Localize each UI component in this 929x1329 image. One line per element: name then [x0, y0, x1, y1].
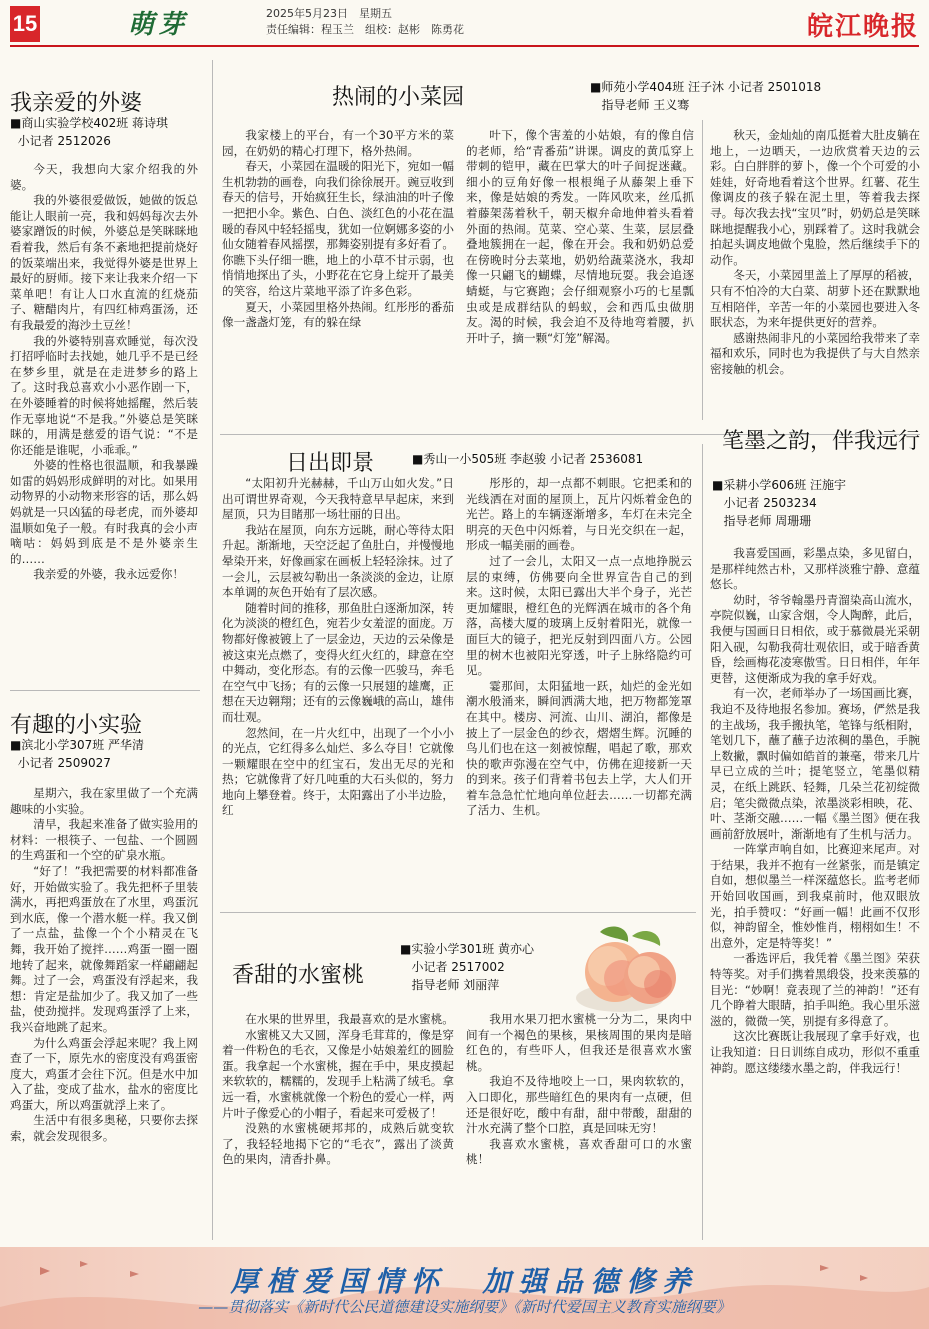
- article-body-col2: [466, 1012, 692, 1240]
- paragraph: 我迫不及待地咬上一口，果肉软软的，入口即化，那些暗红色的果肉有一点硬，但还是很好吃，酸中有甜，甜中带酸，甜甜的汁水充满了整个口腔，真是回味无穷！: [466, 1074, 692, 1136]
- paragraph: 我家楼上的平台，有一个30平方米的菜园，在奶奶的精心打理下，格外热闹。: [222, 128, 454, 158]
- paragraph: “好了！”我把需要的材料都准备好，开始做实验了。我先把杯子里装满水，再把鸡蛋放在了水里，鸡蛋沉到水底，像一个潜水艇一样。我又倒了一点盐，盐像一个个小精灵在飞舞，我开始了搅拌……鸡蛋一圈一圈地转了起来，就像舞蹈家一样翩翩起舞。过了一会，鸡蛋没有浮起来，我想：肯定是盐加少了。我又加了一些盐，使劲搅拌。发现鸡蛋浮了上来，我兴奋地跳了起来。: [10, 863, 198, 1034]
- banner-title: 厚植爱国情怀 加强品德修养: [230, 1265, 699, 1298]
- peach-illustration: [570, 920, 688, 1020]
- article-title: 热闹的小菜园: [332, 85, 465, 110]
- article-body-col3: [710, 128, 920, 428]
- article-body-col2: [466, 128, 694, 428]
- paragraph: 为什么鸡蛋会浮起来呢？我上网查了一下，原先水的密度没有鸡蛋密度大，鸡蛋才会往下沉。但是水中加入了盐，变成了盐水，盐水的密度比鸡蛋大，所以鸡蛋就浮上来了。: [10, 1035, 198, 1112]
- banner-subtitle: ——贯彻落实《新时代公民道德建设实施纲要》《新时代爱国主义教育实施纲要》: [198, 1298, 731, 1316]
- paragraph: 我用水果刀把水蜜桃一分为二，果肉中间有一个褐色的果核，果核周围的果肉是暗红色的，有些吓人，但我还是很喜欢水蜜桃。: [466, 1012, 692, 1073]
- header-divider: [10, 45, 919, 47]
- article-body-col1: [222, 1012, 454, 1240]
- paragraph: 霎那间，太阳猛地一跃，灿烂的金光如潮水般涌来，瞬间洒满大地，把万物都笼罩在其中。楼房、河流、山川、湖泊，都像是披上了一层金色的纱衣，熠熠生辉。沉睡的鸟儿们也在这一刻被惊醒，唱起了歌，那欢快的歌声弥漫在空气中，仿佛在迎接新一天的到来。孩子们背着书包去上学，大人们开着车急急忙忙地向单位赶去……一切都充满了活力、生机。: [466, 678, 692, 818]
- paragraph: 幼时，爷爷翰墨丹青溜染高山流水，亭院似巍，山家含烟，令人陶醉，此后，我便与国画日日相依，或于慕微晨光采朝阳入砚，勾勒我荷壮观依旧，或于暗香黄昏，绘画梅花凌寒傲雪。日日相伴，年年更替，这便渐成为我的拿手好戏。: [710, 592, 920, 685]
- paragraph: 清早，我起来准备了做实验用的材料：一根筷子、一包盐、一个圆圆的生鸡蛋和一个空的矿泉水瓶。: [10, 817, 198, 863]
- column-logo: 萌芽: [128, 10, 189, 40]
- article-body: [10, 786, 198, 1238]
- paragraph: 这次比赛既让我展现了拿手好戏，也让我知道：日日训练自成功，形似不重重神韵。愿这缕缕水墨之韵，伴我远行！: [710, 1029, 920, 1075]
- divider: [10, 690, 200, 691]
- paragraph: 水蜜桃又大又圆，浑身毛茸茸的，像是穿着一件粉色的毛衣，又像是小姑娘羞红的圆脸蛋。我拿起一个水蜜桃，握在手中，果皮摸起来软软的，糯糯的，发现手上粘满了绒毛。拿远一看，水蜜桃就像一个粉色的爱心一样，两片叶子像爱心的小帽子，看起来可爱极了！: [222, 1027, 454, 1120]
- header-info: [266, 6, 464, 38]
- paragraph: 冬天，小菜园里盖上了厚厚的稻被，只有不怕冷的大白菜、胡萝卜还在默默地互相陪伴，辛苦一年的小菜园也要进入冬眠状态，为来年提供更好的营养。: [710, 268, 920, 330]
- article-byline: ■滨北小学307班 严华清 小记者 2509027: [10, 738, 145, 770]
- paragraph: 我亲爱的外婆，我永远爱你！: [33, 567, 184, 582]
- paragraph: 随着时间的推移，那鱼肚白逐渐加深，转化为淡淡的橙红色，宛若少女羞涩的面庞。万物都好像被镀上了一层金边，天边的云朵像是被这束光点燃了，变得火红火红的，肆意在空中舞动，变化形态。有的云像一匹骏马，奔毛在空气中飞扬；有的云像一只展翅的雄鹰，正想在天边翱翔；还有的云像巍峨的高山，雄伟而壮观。: [222, 600, 454, 724]
- paragraph: 我的外婆很爱做饭，她做的饭总能让人眼前一亮，我和妈妈每次去外婆家蹭饭的时候，外婆总是笑眯眯地看着我，然后有条不紊地把提前烧好的饭菜端出来，我觉得外婆是世界上最好的厨师。接下来让我来介绍一下菜单吧！有让人口水直流的红烧茄子、糖醋肉片，有四红柿鸡蛋汤，还有我最爱的海沙土豆丝！: [10, 193, 198, 332]
- article-byline: ■采耕小学606班 汪施宇 小记者 2503234 指导老师 周珊珊: [712, 478, 847, 528]
- paragraph: 夏天，小菜园里格外热闹。红彤彤的番茄像一盏盏灯笼，有的躲在绿: [222, 299, 454, 330]
- paragraph: 叶下，像个害羞的小姑娘，有的像自信的老师，给“青番茄”讲课。调皮的黄瓜穿上带刺的铠甲，藏在巴掌大的叶子间捉迷藏。细小的豆角好像一根根绳子从藤架上垂下来，像是姑娘的秀发。一阵风吹来，丝瓜抓着藤架荡着秋千，朝天椒弁命地伸着头看着外面的热闹。苋菜、空心菜、生菜，层层叠叠地簇拥在一起，像在开会。我和奶奶总爱在傍晚时分去菜地，奶奶给蔬菜浇水，我却像一只翩飞的蝴蝶，尽情地玩耍。我会追逐蜻蜓，与它赛跑；会仔细观察小巧的七星瓢虫或是成群结队的蚂蚁，会和西瓜虫做朋友。渴的时候，我会迫不及待地弯着腰，扒开叶子，摘一颗“灯笼”解渴。: [466, 128, 694, 345]
- paragraph: 生活中有很多奥秘，只要你去探索，就会发现很多。: [10, 1113, 198, 1144]
- paragraph: 我的外婆特别喜欢睡觉，每次没打招呼临时去找她，她几乎不是已经在梦乡里，就是在走进梦乡的路上了。这时我总喜欢小小恶作剧一下，在外婆睡着的时候将她摇醒，然后装作无辜地说“不是我。”外婆总是笑眯眯的，用满是慈爱的语气说：“不是你还能是谁呢，小乖乖。”: [10, 333, 198, 457]
- paragraph: 一番选评后，我凭着《墨兰图》荣获特等奖。对手们携着黑缎袋，投来羡慕的目光：“妙啊！竟表现了兰的神韵！”还有几个睁着大眼睛，拍手叫绝。我心里乐滋滋的，微微一笑，别提有多得意了。: [710, 951, 920, 1028]
- page-number: 15: [10, 6, 40, 42]
- column-divider: [702, 120, 703, 420]
- paragraph: 有一次，老师举办了一场国画比赛，我迫不及待地报名参加。赛场，俨然是我的主战场，我手搬执笔，笔锋与纸相附，笔划几下，蘸了蘸子边浓稠的墨色，手腕上数撇，飘时偏如皓首的兼毫，带来几片早已立成的兰叶；提笔竖立，笔墨似精灵，在纸上跳跃、轻舞，几朵兰花初绽微启；笔尖微微点染，浓墨淡彩相映，花、叶、茎渐交融……一幅《墨兰图》便在我画前舒放展叶，渐渐地有了生机与活力。: [710, 686, 920, 841]
- paragraph: 我站在屋顶，向东方远眺，耐心等待太阳升起。渐渐地，天空泛起了鱼肚白，并慢慢地晕染开来，好像画家在画板上轻轻涂抹。过了一会儿，云层被勾勒出一条淡淡的金边，让原本单调的灰色开始有了层次感。: [222, 522, 454, 600]
- column-divider: [212, 60, 213, 1240]
- article-title: 我亲爱的外婆: [10, 91, 143, 116]
- column-divider: [702, 444, 703, 1240]
- editors-line: 责任编辑：程玉兰 组校：赵彬 陈勇花: [266, 23, 464, 36]
- paragraph: 春天，小菜园在温暖的阳光下，宛如一幅生机勃勃的画卷，向我们徐徐展开。豌豆收到春天的信号，开始疯狂生长，绿油油的叶子像一把把小伞。紫色、白色、淡红色的小花在温暖的春风中轻轻摇曳，犹如一位婀娜多姿的小仙女随着春风摇摆，那舞姿别提有多好看了。你瞧下头仔细一瞧，地上的小草不甘示弱，也悄悄地探出了头，小野花在它身上绽开了最美的笑容，给这片菜地平添了许多色彩。: [222, 159, 454, 298]
- article-title: 香甜的水蜜桃: [232, 963, 365, 988]
- paragraph: 今天，我想向大家介绍我的外婆。: [10, 162, 198, 192]
- newspaper-name: 皖江晚报: [806, 12, 919, 42]
- paragraph: 过了一会儿，太阳又一点一点地挣脱云层的束缚，仿佛要向全世界宣告自己的到来。这时候，太阳已露出大半个身子，光芒更加耀眼，橙红色的光辉洒在城市的各个角落，高楼大厦的玻璃上反射着阳光，就像一面巨大的镜子，把光反射到四面八方。公园里的树木也被阳光穿透，叶子上脉络隐约可见。: [466, 553, 692, 678]
- article-body-col1: [222, 476, 454, 902]
- divider: [220, 912, 696, 913]
- paragraph: 秋天，金灿灿的南瓜挺着大肚皮躺在地上，一边晒天，一边欣赏着天边的云彩。白白胖胖的萝卜，像一个个可爱的小娃娃，好奇地看着这个世界。红薯、花生像调皮的孩子躲在泥土里，等着我去探寻。每次我去找“宝贝”时，奶奶总是笑眯眯地提醒我小心，别踩着了。这时我就会拍起头调皮地做个鬼脸，然后继续手下的动作。: [710, 128, 920, 267]
- paragraph: 一阵掌声响自如，比赛迎来尾声。对于结果，我并不抱有一丝紧张，而是镇定自如，想似墨兰一样深蕴悠长。监考老师开始回收国画，到我桌前时，他双眼放光，拍手赞叹：“好画一幅！此画不仅形似，神韵留全，惟妙惟肖，栩栩如生！不出意外，定是特等奖！”: [710, 842, 920, 950]
- paragraph: 我喜爱国画，彩墨点染，多见留白，是那样纯然古朴，又那样淡雅宁静、意蕴悠长。: [710, 546, 920, 592]
- article-title: 有趣的小实验: [10, 713, 143, 738]
- article-byline: ■秀山一小505班 李赵骏 小记者 2536081: [412, 452, 644, 466]
- article-title: 日出即景: [286, 451, 375, 476]
- paragraph: “太阳初升光赫赫，千山万山如火发。”日出可谓世界奇观，今天我特意早早起床，来到屋顶，只为目睹那一场壮丽的日出。: [222, 476, 454, 522]
- paragraph: 彤彤的，却一点都不刺眼。它把柔和的光线洒在对面的屋顶上，瓦片闪烁着金色的光芒。路上的车辆逐渐增多，车灯在未完全明亮的天色中闪烁着，与日光交织在一起，形成一幅美丽的画卷。: [466, 476, 692, 553]
- paragraph: 外婆的性格也很温顺，和我暴躁如雷的妈妈形成鲜明的对比。如果用动物界的小动物来形容的话，那么妈妈就是一只凶猛的母老虎，而外婆却温顺如兔子一般。有时我真的会小声嘀咕：妈妈到底是不是外婆亲生的……: [10, 458, 198, 566]
- paragraph: 没熟的水蜜桃硬邦邦的，成熟后就变软了，我轻轻地揭下它的“毛衣”，露出了淡黄色的果肉，清香扑鼻。: [222, 1121, 454, 1167]
- paragraph: 忽然间，在一片火红中，出现了一个小小的光点，它红得多么灿烂、多么夺目！它就像一颗耀眼在空中的红宝石，发出无尽的光和热；它就像背了好几吨重的大石头似的，努力地向上攀登着。终于，太阳露出了小半边脸，红: [222, 725, 454, 818]
- article-body-col1: [222, 128, 454, 428]
- article-title: 笔墨之韵，伴我远行: [722, 429, 921, 454]
- paragraph: 星期六，我在家里做了一个充满趣味的小实验。: [10, 786, 198, 816]
- article-body: [710, 546, 920, 1240]
- article-byline: ■师苑小学404班 汪子沐 小记者 2501018 指导老师 王义骞: [590, 80, 822, 112]
- paragraph: 感谢热闹非凡的小菜园给我带来了幸福和欢乐，同时也为我提供了与大自然亲密接触的机会。: [710, 330, 920, 376]
- article-byline: ■实验小学301班 黄亦心 小记者 2517002 指导老师 刘丽萍: [400, 942, 535, 992]
- date-line: 2025年5月23日 星期五: [266, 7, 392, 20]
- paragraph: 我喜欢水蜜桃，喜欢香甜可口的水蜜桃！: [466, 1136, 692, 1167]
- article-byline: ■商山实验学校402班 蒋诗琪 小记者 2512026: [10, 116, 169, 148]
- paragraph: 在水果的世界里，我最喜欢的是水蜜桃。: [245, 1012, 454, 1026]
- article-body-col2: [466, 476, 692, 902]
- article-body: [10, 162, 198, 668]
